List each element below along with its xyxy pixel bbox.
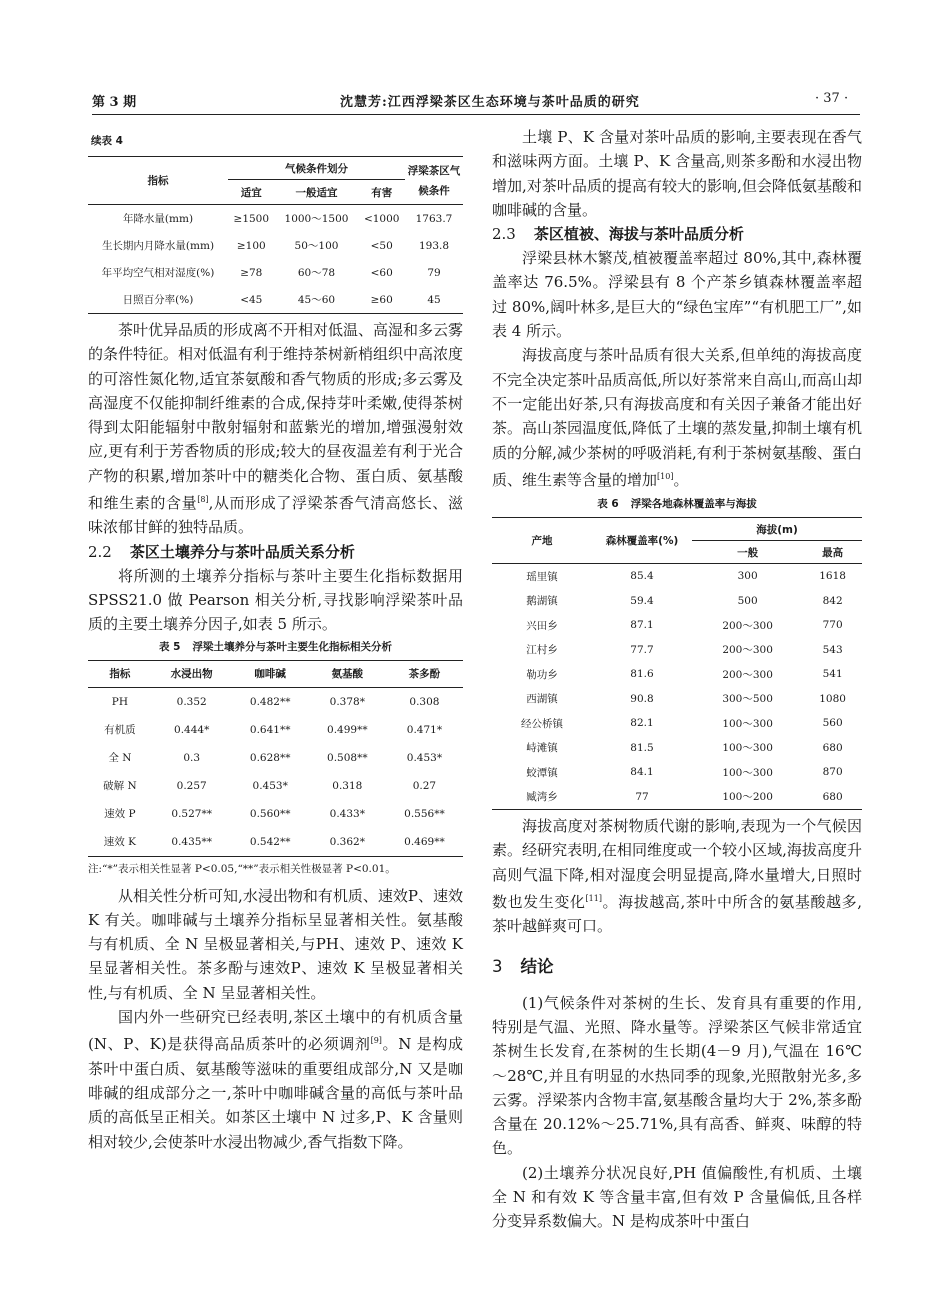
t4-cell: <50 xyxy=(370,239,393,252)
left-column xyxy=(88,125,463,1154)
t5-cell: 0.628** xyxy=(249,751,291,764)
t4-cell: <45 xyxy=(240,293,263,306)
t6-cell: 77.7 xyxy=(630,643,654,656)
t4-cell: 日照百分率(%) xyxy=(122,294,194,306)
t5-cell: 0.469** xyxy=(404,835,445,848)
t5-cell: 速效 P xyxy=(104,808,136,821)
t4-head-last: 浮梁茶区气候条件 xyxy=(405,157,463,205)
t4-cell: ≥78 xyxy=(240,266,263,279)
t6-head-general: 一般 xyxy=(737,546,759,559)
t5-cell: 0.444* xyxy=(174,723,210,736)
t6-cell: 200～300 xyxy=(722,619,773,632)
t6-cell: 84.1 xyxy=(630,766,654,779)
page-number: · 37 · xyxy=(815,91,849,106)
t5-header: 水浸出物 xyxy=(170,668,213,681)
t4-cell: 年平均空气相对湿度(%) xyxy=(101,267,215,279)
t6-cell: 81.5 xyxy=(630,741,654,754)
t5-cell: 0.318 xyxy=(332,779,363,792)
t6-cell: 蛟潭镇 xyxy=(526,766,558,779)
t4-cell: 79 xyxy=(427,266,441,279)
t6-cell: 77 xyxy=(635,790,649,803)
running-header xyxy=(0,0,950,118)
t6-head-cover: 森林覆盖率(%) xyxy=(592,518,692,564)
t6-cell: 西湖镇 xyxy=(526,693,558,706)
issue-number: 第 3 期 xyxy=(92,95,137,110)
t6-cell: 300～500 xyxy=(722,693,773,706)
t5-cell: 0.308 xyxy=(409,695,440,708)
t5-cell: 0.508** xyxy=(327,751,368,764)
t5-cell: 0.257 xyxy=(176,779,207,792)
t5-cell: 破解 N xyxy=(103,780,137,793)
t6-cell: 100～200 xyxy=(722,791,773,804)
citation: [9] xyxy=(370,1036,382,1046)
paragraph: (1)气候条件对茶树的生长、发育具有重要的作用,特别是气温、光照、降水量等。浮梁茶区气候非常适宜茶树生长发育,在茶树的生长期(4－9 月),气温在 16℃～28℃,并且有明显的水热同季的现象,光照散射光多,多云雾。浮梁茶内含物丰富,氨基酸含量均大于 2%,茶多酚含量在 20.12%～25.71%,具有高香、鲜爽、味醇的特色。 xyxy=(492,993,862,1158)
t5-header: 氨基酸 xyxy=(331,668,364,681)
section-heading: 2.3 茶区植被、海拔与茶叶品质分析 xyxy=(492,225,744,244)
t6-cell: 勒功乡 xyxy=(526,668,558,681)
t5-cell: 0.471* xyxy=(406,723,443,736)
t4-cell: 50～100 xyxy=(294,240,339,252)
paragraph: 海拔高度与茶叶品质有很大关系,但单纯的海拔高度不完全决定茶叶品质高低,所以好茶常来自高山,而高山却不一定能出好茶,只有海拔高度和有关因子兼备才能出好茶。高山茶园温度低,降低了土壤的蒸发量,抑制土壤有机质的分解,减少茶树的呼吸消耗,有利于茶树氨基酸、蛋白质、维生素等含量的增加[10]。 xyxy=(492,346,862,489)
t5-cell: 0.527** xyxy=(171,807,212,820)
t5-cell: 0.435** xyxy=(171,835,212,848)
t4-cell: ≥60 xyxy=(370,293,393,306)
paragraph: 浮梁县林木繁茂,植被覆盖率超过 80%,其中,森林覆盖率达 76.5%。浮梁县有 8 个产茶乡镇森林覆盖率超过 80%,阔叶林多,是巨大的“绿色宝库”“有机肥工厂”,如表 4 所示。 xyxy=(492,249,862,341)
t5-cell: 0.27 xyxy=(412,779,437,792)
t6-head-alt: 海拔(m) xyxy=(692,518,862,541)
t5-cell: 速效 K xyxy=(103,836,136,849)
t4-sub-2: 有害 xyxy=(371,186,393,199)
citation: [10] xyxy=(657,471,674,481)
t6-cell: 鹅湖镇 xyxy=(526,595,558,608)
t5-cell: 全 N xyxy=(108,752,132,765)
t5-cell: 0.556** xyxy=(404,807,445,820)
t5-cell: 0.433* xyxy=(329,807,365,820)
t4-head-group: 气候条件划分 xyxy=(228,157,405,180)
t4-cell: 193.8 xyxy=(418,239,450,252)
t5-cell: 0.453* xyxy=(252,779,288,792)
paragraph: 土壤 P、K 含量对茶叶品质的影响,主要表现在香气和滋味两方面。土壤 P、K 含量高,则茶多酚和水浸出物增加,对茶叶品质的提高有较大的影响,但会降低氨基酸和咖啡碱的含量。 xyxy=(492,128,862,219)
table-6 xyxy=(492,517,862,810)
table-5 xyxy=(88,660,463,857)
paragraph: 海拔高度对茶树物质代谢的影响,表现为一个气候因素。经研究表明,在相同维度或一个较小区域,海拔高度升高则气温下降,相对湿度会明显提高,降水量增大,日照时数也发生变化[11]。海拔越高,茶叶中所含的氨基酸越多,茶叶越鲜爽可口。 xyxy=(492,817,862,936)
t4-head-indicator: 指标 xyxy=(88,157,228,205)
right-column xyxy=(492,125,862,1234)
t5-cell: 0.362* xyxy=(329,835,365,848)
t6-cell: 兴田乡 xyxy=(526,619,558,632)
t5-cell: 0.3 xyxy=(183,751,201,764)
t6-cell: 90.8 xyxy=(630,692,654,705)
t6-cell: 59.4 xyxy=(630,594,654,607)
t6-cell: 1618 xyxy=(819,570,846,583)
t6-cell: 770 xyxy=(822,619,843,632)
t5-cell: 0.378* xyxy=(329,695,365,708)
t5-cell: 0.499** xyxy=(327,723,368,736)
table5-caption: 表 5 浮梁土壤养分与茶叶主要生化指标相关分析 xyxy=(159,640,392,653)
t5-cell: PH xyxy=(111,695,128,708)
t5-cell: 0.560** xyxy=(249,807,291,820)
citation: [8] xyxy=(197,495,209,505)
t4-cell: 1000～1500 xyxy=(284,213,349,225)
t4-cell: ≥100 xyxy=(236,239,266,252)
paragraph: 国内外一些研究已经表明,茶区土壤中的有机质含量(N、P、K)是获得高品质茶叶的必须调剂[9]。N 是构成茶叶中蛋白质、氨基酸等滋味的重要组成部分,N 又是咖啡碱的组成部分之一,茶叶中咖啡碱含量的高低与茶叶品质的高低呈正相关。如茶区土壤中 N 过多,P、K 含量则相对较少,会使茶叶水浸出物减少,香气指数下降。 xyxy=(88,1008,463,1151)
t6-cell: 81.6 xyxy=(630,668,654,681)
t6-cell: 543 xyxy=(822,643,843,656)
running-title: 沈慧芳:江西浮梁茶区生态环境与茶叶品质的研究 xyxy=(340,95,640,110)
t5-header: 茶多酚 xyxy=(408,668,441,681)
paragraph: 从相关性分析可知,水浸出物和有机质、速效P、速效 K 有关。咖啡碱与土壤养分指标呈显著相关性。氨基酸与有机质、全 N 呈极显著相关,与PH、速效 P、速效 K 呈显著相关性。茶多酚与速效P、速效 K 呈极显著相关性,与有机质、全 N 呈显著相关性。 xyxy=(88,886,463,1002)
t4-cell: 生长期内月降水量(mm) xyxy=(101,240,215,252)
t5-cell: 0.482** xyxy=(249,695,291,708)
t6-cell: 842 xyxy=(822,594,843,607)
section-heading: 3 结论 xyxy=(492,956,554,976)
t4-cell: <60 xyxy=(370,266,393,279)
t5-cell: 0.641** xyxy=(249,723,291,736)
t5-header: 指标 xyxy=(109,668,131,681)
t4-cell: 年降水量(mm) xyxy=(122,213,194,225)
t4-cell: 45 xyxy=(427,293,441,306)
table-4 xyxy=(88,156,463,314)
t5-cell: 0.542** xyxy=(249,835,291,848)
t5-header: 咖啡碱 xyxy=(254,668,286,681)
t6-head-max: 最高 xyxy=(822,546,844,559)
t4-cell: 60～78 xyxy=(297,267,336,279)
header-rule xyxy=(92,114,860,115)
t6-cell: 臧湾乡 xyxy=(526,791,558,804)
t6-cell: 1080 xyxy=(819,692,846,705)
paragraph: 将所测的土壤养分指标与茶叶主要生化指标数据用 SPSS21.0 做 Pearson 相关分析,寻找影响浮梁茶叶品质的主要土壤养分因子,如表 5 所示。 xyxy=(88,566,463,634)
paragraph: (2)土壤养分状况良好,PH 值偏酸性,有机质、土壤全 N 和有效 K 等含量丰富,但有效 P 含量偏低,且各样分变异系数偏大。N 是构成茶叶中蛋白 xyxy=(492,1163,862,1231)
table6-caption: 表 6 浮梁各地森林覆盖率与海拔 xyxy=(597,498,757,511)
t6-cell: 560 xyxy=(822,717,843,730)
t6-head-place: 产地 xyxy=(492,518,592,564)
t6-cell: 680 xyxy=(822,790,843,803)
t6-cell: 峙滩镇 xyxy=(526,742,558,755)
t6-cell: 870 xyxy=(822,766,843,779)
t6-cell: 500 xyxy=(737,594,758,607)
table4-caption: 续表 4 xyxy=(91,135,123,147)
t6-cell: 100～300 xyxy=(722,742,773,755)
t4-sub-1: 一般适宜 xyxy=(295,186,338,199)
t5-cell: 有机质 xyxy=(104,724,136,737)
t6-cell: 100～300 xyxy=(722,717,773,730)
section-heading: 2.2 茶区土壤养分与茶叶品质关系分析 xyxy=(88,542,355,561)
table5-note: 注:“*”表示相关性显著 P<0.05,“**”表示相关性极显著 P<0.01。 xyxy=(88,862,396,875)
t6-cell: 经公桥镇 xyxy=(521,717,563,730)
citation: [11] xyxy=(585,894,602,904)
t6-cell: 200～300 xyxy=(722,644,773,657)
t6-cell: 680 xyxy=(822,741,843,754)
t6-cell: 87.1 xyxy=(630,619,654,632)
t6-cell: 100～300 xyxy=(722,766,773,779)
t6-cell: 541 xyxy=(822,668,843,681)
t6-cell: 江村乡 xyxy=(526,644,558,657)
t4-cell: ≥1500 xyxy=(233,212,270,225)
t5-cell: 0.352 xyxy=(176,695,207,708)
t4-cell: <1000 xyxy=(363,212,400,225)
t4-cell: 45～60 xyxy=(297,294,336,306)
t4-cell: 1763.7 xyxy=(415,212,453,225)
t6-cell: 82.1 xyxy=(630,717,654,730)
t6-cell: 300 xyxy=(737,570,758,583)
t5-cell: 0.453* xyxy=(406,751,443,764)
t6-cell: 瑶里镇 xyxy=(526,570,558,583)
t6-cell: 200～300 xyxy=(722,668,773,681)
t6-cell: 85.4 xyxy=(630,570,654,583)
paragraph: 茶叶优异品质的形成离不开相对低温、高湿和多云雾的条件特征。相对低温有利于维持茶树新梢组织中高浓度的可溶性氮化物,适宜茶氨酸和香气物质的形成;多云雾及高湿度不仅能抑制纤维素的合成,保持芽叶柔嫩,使得茶树得到太阳能辐射中散射辐射和蓝紫光的增加,增强漫射效应,更有利于芳香物质的形成;较大的昼夜温差有利于光合产物的积累,增加茶叶中的糖类化合物、蛋白质、氨基酸和维生素的含量[8],从而形成了浮梁茶香气清高悠长、滋味浓郁甘鲜的独特品质。 xyxy=(88,321,464,537)
t4-sub-0: 适宜 xyxy=(240,186,262,199)
